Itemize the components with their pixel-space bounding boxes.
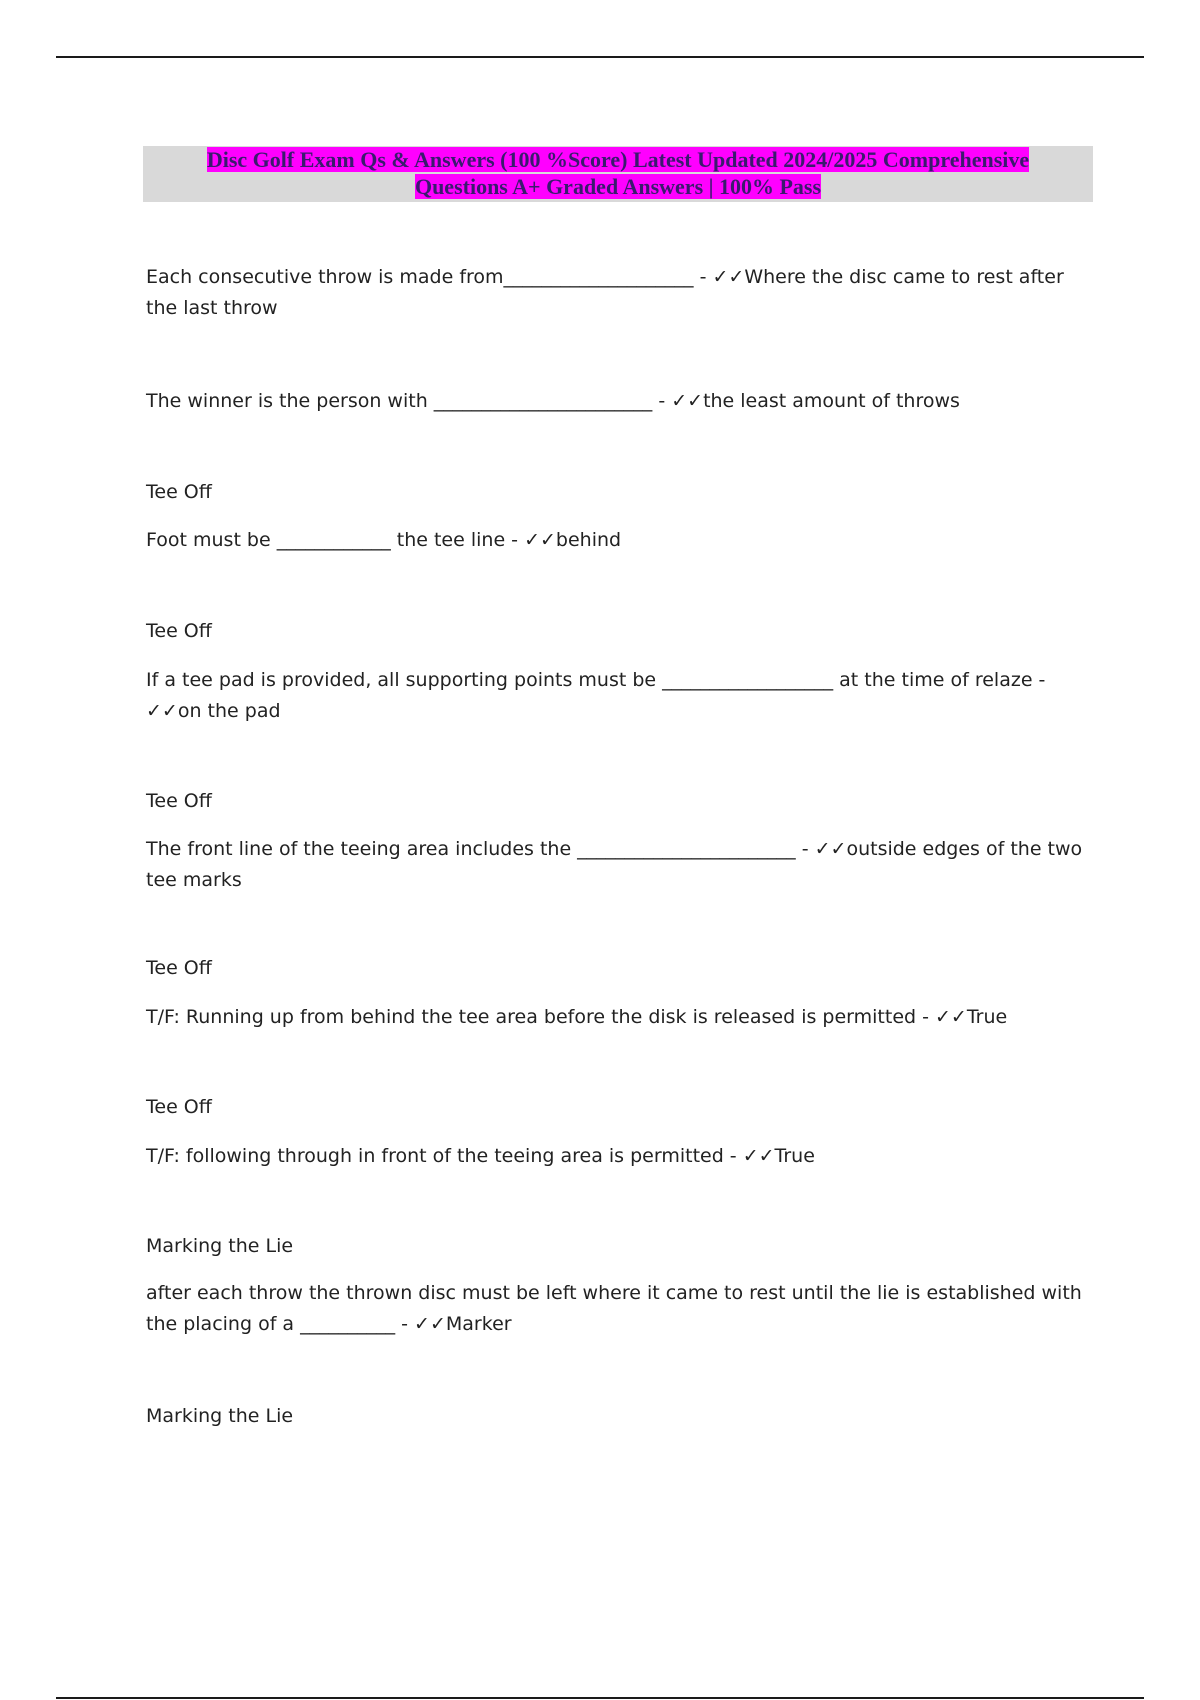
question-text: after each throw the thrown disc must be left where it came to rest until the lie is established with the placing of a __________ - (146, 1282, 1082, 1335)
check-mark-icon: ✓✓ (524, 529, 556, 551)
question-text: The winner is the person with _______________________ - (146, 390, 672, 412)
qa-item-1 (146, 262, 1091, 324)
section-label: Tee Off (146, 957, 212, 979)
qa-item-7 (146, 1141, 1091, 1172)
check-mark-icon: ✓✓ (742, 1145, 775, 1167)
answer-text: behind (555, 529, 622, 551)
title-line-1: Disc Golf Exam Qs & Answers (100 %Score) Latest Updated 2024/2025 Comprehensive (206, 147, 1030, 172)
answer-text: outside edges of the two tee marks (146, 838, 1083, 891)
section-label: Tee Off (146, 620, 212, 642)
footer-rule (56, 1697, 1144, 1699)
question-text: T/F: following through in front of the teeing area is permitted - (146, 1145, 743, 1167)
check-mark-icon: ✓✓ (671, 390, 704, 412)
section-label: Marking the Lie (146, 1405, 294, 1427)
qa-item-5 (146, 834, 1091, 896)
answer-text: the least amount of throws (703, 390, 960, 412)
header-rule (56, 56, 1144, 58)
answer-text: True (966, 1006, 1008, 1028)
check-mark-icon: ✓✓ (935, 1006, 967, 1028)
qa-item-8 (146, 1278, 1091, 1340)
answer-text: Where the disc came to rest after the last throw (146, 266, 1064, 319)
answer-text: Marker (445, 1313, 512, 1335)
section-label: Marking the Lie (146, 1235, 294, 1257)
section-label: Tee Off (146, 1096, 212, 1118)
qa-item-4 (146, 665, 1091, 727)
check-mark-icon: ✓✓ (814, 838, 847, 860)
question-text: Foot must be ____________ the tee line - (146, 529, 525, 551)
answer-text: on the pad (177, 700, 281, 722)
answer-text: True (774, 1145, 815, 1167)
question-text: T/F: Running up from behind the tee area before the disk is released is permitted - (146, 1006, 936, 1028)
qa-item-3 (146, 525, 1091, 556)
question-text: If a tee pad is provided, all supporting points must be __________________ at the time of relaze - (146, 669, 1046, 691)
section-label: Tee Off (146, 790, 212, 812)
question-text: The front line of the teeing area includes the _______________________ - (146, 838, 815, 860)
question-text: Each consecutive throw is made from____________________ - (146, 266, 713, 288)
qa-item-6 (146, 1002, 1091, 1033)
check-mark-icon: ✓✓ (414, 1313, 446, 1335)
qa-item-2 (146, 386, 1091, 417)
document-title (143, 146, 1093, 202)
check-mark-icon: ✓✓ (146, 700, 178, 722)
check-mark-icon: ✓✓ (712, 266, 745, 288)
section-label: Tee Off (146, 481, 212, 503)
title-line-2: Questions A+ Graded Answers | 100% Pass (414, 174, 822, 199)
